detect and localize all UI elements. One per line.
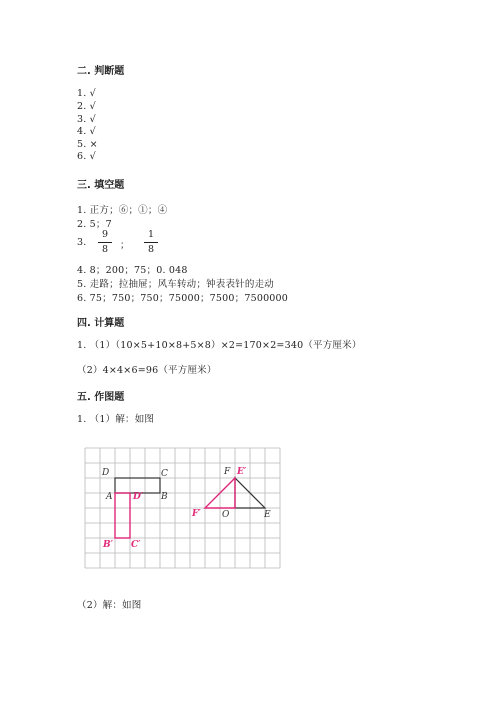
fraction-denominator: 8 xyxy=(101,244,109,255)
calc-item-2: （2）4×4×6=96（平方厘米） xyxy=(77,365,217,376)
draw-item-2: （2）解：如图 xyxy=(77,600,142,611)
label-E: E xyxy=(264,510,271,520)
fill-item-2: 2. 5；7 xyxy=(77,219,112,230)
fill-item-6: 6. 75；750；750；75000；7500；7500000 xyxy=(77,293,289,304)
fill-item-5: 5. 走路；拉抽屉；风车转动；钟表表针的走动 xyxy=(77,279,274,290)
label-D-prime: D′ xyxy=(133,492,144,502)
label-C: C xyxy=(161,469,168,479)
label-O: O xyxy=(222,510,230,520)
fraction-numerator: 9 xyxy=(101,229,109,240)
label-B: B xyxy=(161,492,168,502)
fill-item-3-prefix: 3. xyxy=(77,237,87,248)
label-E-prime: E′ xyxy=(237,467,247,477)
rectangle-abcd xyxy=(115,478,160,493)
section-title-judge: 二. 判断题 xyxy=(77,66,125,77)
label-B-prime: B′ xyxy=(103,540,113,550)
fraction-denominator: 8 xyxy=(147,244,155,255)
label-A: A xyxy=(106,492,113,502)
section-title-fill: 三. 填空题 xyxy=(77,180,125,191)
label-F-prime: F′ xyxy=(192,509,201,519)
original-shape-rectangle xyxy=(115,478,160,493)
label-C-prime: C′ xyxy=(131,540,141,550)
section-title-draw: 五. 作图题 xyxy=(77,392,125,403)
judge-item-4: 4. √ xyxy=(77,126,96,137)
fraction-numerator: 1 xyxy=(147,229,155,240)
section-title-calc: 四. 计算题 xyxy=(77,318,125,329)
fill-item-1: 1. 正方；⑥；①；④ xyxy=(77,205,168,216)
judge-item-5: 5. × xyxy=(77,139,98,150)
draw-item-1: 1. （1）解：如图 xyxy=(77,414,155,425)
label-F: F xyxy=(224,467,231,477)
rotated-rectangle xyxy=(115,493,130,538)
judge-item-6: 6. √ xyxy=(77,151,96,162)
fill-item-4: 4. 8；200；75；0. 048 xyxy=(77,265,188,276)
calc-item-1: 1. （1）（10×5+10×8+5×8）×2=170×2=340（平方厘米） xyxy=(77,340,362,351)
judge-item-3: 3. √ xyxy=(77,114,96,125)
judge-item-2: 2. √ xyxy=(77,101,96,112)
fill-item-3-separator: ； xyxy=(120,240,130,251)
judge-item-1: 1. √ xyxy=(77,88,96,99)
rectangle-abprimecprimedprime xyxy=(115,493,130,538)
label-D: D xyxy=(102,468,110,478)
